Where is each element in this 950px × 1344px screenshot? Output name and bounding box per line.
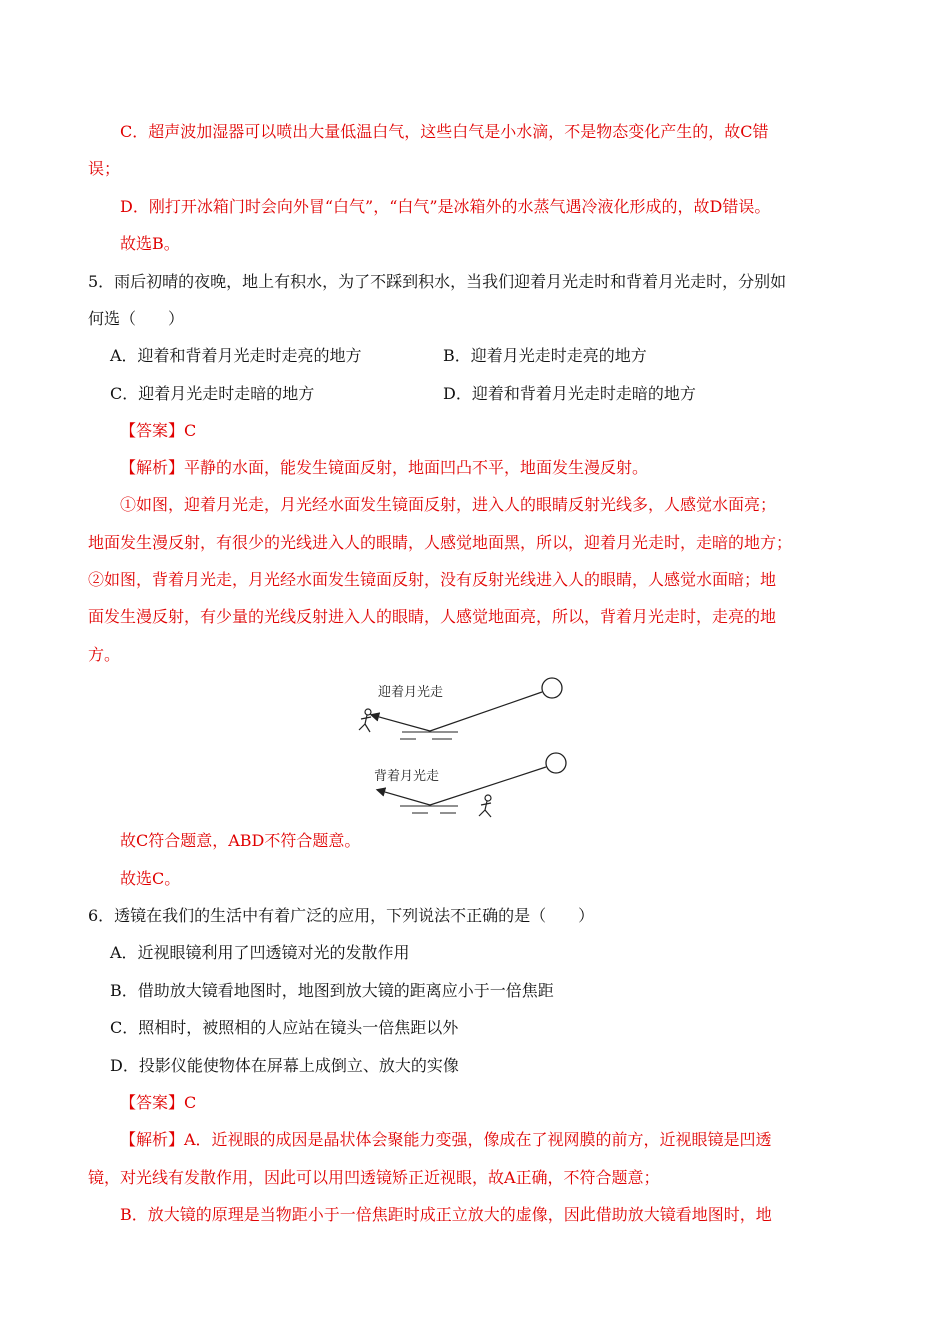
q5-analysis-line-1: 【解析】平静的水面，能发生镜面反射，地面凹凸不平，地面发生漫反射。 [120, 458, 649, 477]
moonlight-reflection-diagram [340, 672, 600, 822]
walking-person-icon [359, 709, 371, 732]
q6-option-a: A．近视眼镜利用了凹透镜对光的发散作用 [110, 943, 410, 962]
away-from-moon-scene [374, 753, 566, 817]
q5-analysis-line-5: 面发生漫反射，有少量的光线反射进入人的眼睛，人感觉地面亮，所以，背着月光走时，走亮的地 [88, 607, 777, 626]
q6-analysis-line-2: 镜，对光线有发散作用，因此可以用凹透镜矫正近视眼，故A正确，不符合题意； [88, 1168, 660, 1187]
q5-analysis-line-2: ①如图，迎着月光走，月光经水面发生镜面反射，进入人的眼睛反射光线多，人感觉水面亮； [120, 495, 777, 514]
q5-analysis-line-6: 方。 [88, 645, 121, 664]
incident-ray [430, 692, 542, 731]
toward-moon-scene [359, 678, 562, 739]
q5-analysis-line-4: ②如图，背着月光走，月光经水面发生镜面反射，没有反射光线进入人的眼睛，人感觉水面暗；地 [88, 570, 777, 589]
label-away-from-moon: 背着月光走 [374, 769, 440, 784]
moon-icon [542, 678, 562, 698]
q5-stem-line-2: 何选（ ） [88, 309, 185, 328]
incident-ray [430, 767, 546, 805]
q5-option-a: A．迎着和背着月光走时走亮的地方 [110, 346, 362, 365]
moon-icon [546, 753, 566, 773]
q5-option-d: D．迎着和背着月光走时走暗的地方 [443, 384, 696, 403]
q6-analysis-line-3: B．放大镜的原理是当物距小于一倍焦距时成正立放大的虚像，因此借助放大镜看地图时，地 [120, 1205, 772, 1224]
q6-option-d: D．投影仪能使物体在屏幕上成倒立、放大的实像 [110, 1056, 459, 1075]
q5-stem-line-1: 5．雨后初晴的夜晚，地上有积水，为了不踩到积水，当我们迎着月光走时和背着月光走时，分别如 [88, 272, 787, 291]
prev-option-c-line-2: 误； [88, 159, 121, 178]
prev-option-c-line-1: C．超声波加湿器可以喷出大量低温白气，这些白气是小水滴，不是物态变化产生的，故C错 [120, 122, 769, 141]
reflected-ray [378, 790, 430, 805]
q5-option-c: C．迎着月光走时走暗的地方 [110, 384, 315, 403]
q5-analysis-line-3: 地面发生漫反射，有很少的光线进入人的眼睛，人感觉地面黑，所以，迎着月光走时，走暗的地方； [88, 533, 793, 552]
q6-stem: 6．透镜在我们的生活中有着广泛的应用，下列说法不正确的是（ ） [88, 906, 595, 925]
q6-answer: 【答案】C [120, 1093, 197, 1112]
q5-option-b: B．迎着月光走时走亮的地方 [443, 346, 647, 365]
q6-option-b: B．借助放大镜看地图时，地图到放大镜的距离应小于一倍焦距 [110, 981, 554, 1000]
prev-choose-line: 故选B。 [120, 234, 180, 253]
q5-conclusion: 故C符合题意，ABD不符合题意。 [120, 831, 361, 850]
walking-person-icon [479, 795, 491, 817]
q5-answer: 【答案】C [120, 421, 197, 440]
prev-option-d-line: D．刚打开冰箱门时会向外冒“白气”，“白气”是冰箱外的水蒸气遇冷液化形成的，故D错误。 [120, 197, 771, 216]
reflected-ray [372, 715, 430, 731]
q6-option-c: C．照相时，被照相的人应站在镜头一倍焦距以外 [110, 1018, 459, 1037]
q5-choose: 故选C。 [120, 869, 181, 888]
label-toward-moon: 迎着月光走 [378, 685, 444, 700]
q6-analysis-line-1: 【解析】A．近视眼的成因是晶状体会聚能力变强，像成在了视网膜的前方，近视眼镜是凹透 [120, 1130, 772, 1149]
